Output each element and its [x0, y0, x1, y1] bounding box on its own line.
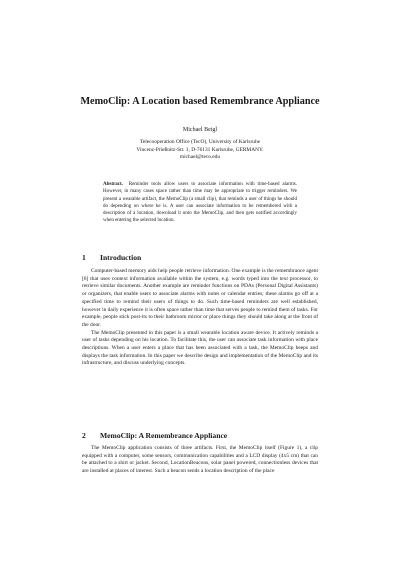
paragraph: Computer-based memory aids help people retrieve information. One example is the remembrance agent [6] that uses context information available within the system, e.g. words typed into the text processor, to retrieve similar documents. Another example are reminder functions on PDAs (Personal Digital Assistants) or organizers, that enable users to associate alarms with notes or calendar entries; these alarms go off at a specified time to remind their users of things to do. Such time-based reminders are well established, however in daily experience it is often space rather than time that serves people to remind them of tasks. For example, people stick post-its to their bathroom mirror or place things they should take along at the front of the door.	[82, 268, 318, 328]
abstract-text: Reminder tools allow users to associate information with time-based alarms. However, in many cases space rather than time may be appropriate to trigger reminders. We present a wearable artifact, the MemoClip (a small clip), that reminds a user of things he should do depending on where he is. A user can associate information to be remembered with a description of a location, download it onto the MemoClip, and then gets notified accordingly when entering the selected location.	[103, 182, 297, 224]
section-number: 1	[82, 253, 86, 262]
affiliation-email: michael@teco.edu	[179, 154, 221, 161]
abstract-label: Abstract.	[103, 182, 123, 187]
paper-title: MemoClip: A Location based Remembrance Appliance	[80, 96, 320, 107]
section-body-memoclip	[82, 445, 318, 476]
affiliation-address: Vincenz-Prießnitz-Str. 1, D-76131 Karlsruhe, GERMANY.	[136, 146, 264, 153]
affiliation-institution: Telecooperation Office (TecO), University of Karlsruhe	[139, 139, 261, 145]
paragraph: The MemoClip presented in this paper is a small wearable location aware device. It actively reminds a user of tasks depending on his location. To facilitate this, the user can associate task information with place descriptions. When a user enters a place that has been associated with a task, the MemoClip beeps and displays the task information. In this paper we describe design and implementation of the MemoClip and its infrastructure, and discuss underlying concepts.	[82, 329, 318, 367]
section-number: 2	[82, 431, 86, 440]
section-heading-memoclip	[82, 431, 227, 441]
abstract	[103, 181, 297, 225]
author-affiliation	[90, 139, 310, 162]
section-heading-introduction	[82, 253, 141, 263]
section-body-introduction	[82, 268, 318, 368]
author-name: Michael Beigl	[182, 127, 218, 133]
paragraph: The MemoClip application consists of three artifacts. First, the MemoClip itself (Figure 1), a clip equipped with a computer, some sensors, communication capabilities and a LCD display (4x5 cm) that can be attached to a shirt or jacket. Second, LocationBeacons, solar panel powered, connectionless devices that are installed at places of interest. Such a beacon sends a location description of the place	[82, 445, 318, 475]
section-title: Introduction	[100, 253, 142, 262]
section-title: MemoClip: A Remembrance Appliance	[100, 431, 228, 440]
